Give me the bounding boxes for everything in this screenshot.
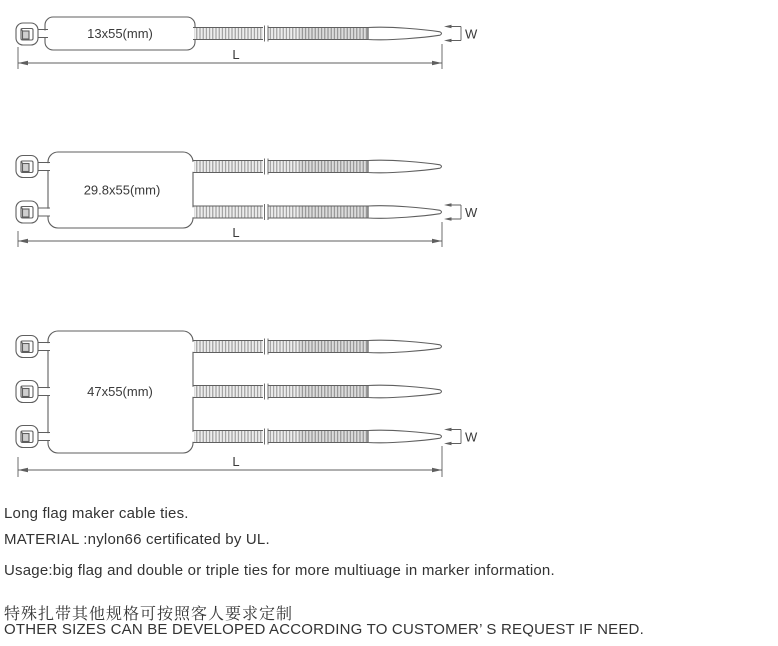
width-dimension xyxy=(444,203,461,221)
tie-head xyxy=(16,426,38,448)
tie-head xyxy=(16,336,38,358)
width-dimension xyxy=(444,25,461,43)
note-product-title: Long flag maker cable ties. xyxy=(4,505,189,522)
length-dimension xyxy=(18,222,442,247)
tie-head xyxy=(16,156,38,178)
tie-head xyxy=(16,23,38,45)
flag-size-label: 13x55(mm) xyxy=(87,26,153,41)
flag-size-label: 29.8x55(mm) xyxy=(83,182,161,198)
note-custom-sizes-en: OTHER SIZES CAN BE DEVELOPED ACCORDING TO CUSTOMER’ S REQUEST IF NEED. xyxy=(4,621,644,638)
strap-tip xyxy=(368,27,442,40)
width-dimension xyxy=(444,428,461,446)
length-label: L xyxy=(232,225,240,240)
diagram-triple-tie xyxy=(16,331,478,477)
diagram-single-tie xyxy=(16,17,478,69)
tie-head xyxy=(16,381,38,403)
length-dimension xyxy=(18,44,442,69)
diagram-double-tie xyxy=(16,152,478,247)
width-label: W xyxy=(465,26,478,42)
length-label: L xyxy=(232,454,240,469)
length-label: L xyxy=(232,47,240,62)
note-custom-sizes-cn: 特殊扎带其他规格可按照客人要求定制 xyxy=(4,606,294,623)
tie-head xyxy=(16,201,38,223)
flag-size-label: 47x55(mm) xyxy=(87,384,153,399)
width-label: W xyxy=(465,429,478,445)
note-material: MATERIAL :nylon66 certificated by UL. xyxy=(4,531,270,548)
width-label: W xyxy=(465,205,478,220)
note-usage: Usage:big flag and double or triple ties for more multiuage in marker information. xyxy=(4,562,555,579)
length-dimension xyxy=(18,446,442,477)
